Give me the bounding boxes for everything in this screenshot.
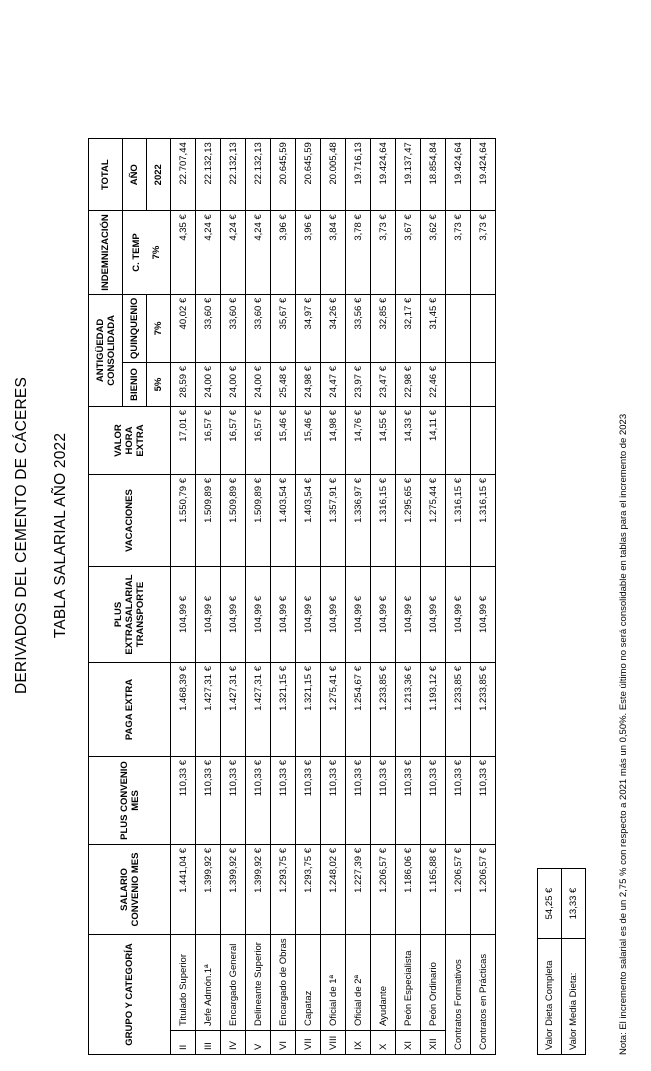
cell-c-temp: 3,96 € [296, 211, 321, 295]
table-row [321, 139, 346, 1055]
cell-bienio: 24,00 € [196, 363, 221, 407]
cell-plus-convenio: 110,33 € [196, 757, 221, 845]
cell-total: 22.132,13 [221, 139, 246, 211]
cell-grupo: VI [271, 1031, 296, 1055]
salary-table [88, 138, 496, 1055]
table-row [246, 139, 271, 1055]
cell-vacaciones: 1.275,44 € [421, 475, 446, 567]
cell-vacaciones: 1.295,65 € [396, 475, 421, 567]
table-row [446, 139, 471, 1055]
table-row [171, 139, 196, 1055]
cell-salario: 1.206,57 € [371, 845, 396, 935]
header-salario: SALARIO CONVENIO MES [89, 845, 171, 935]
cell-categoria: Ayudante [371, 935, 396, 1031]
cell-hora-extra: 14,98 € [321, 407, 346, 475]
cell-categoria: Contratos Formativos [446, 935, 471, 1055]
cell-plus-convenio: 110,33 € [296, 757, 321, 845]
cell-quinquenio: 33,60 € [221, 294, 246, 362]
cell-grupo: XI [396, 1031, 421, 1055]
table-row [221, 139, 246, 1055]
cell-hora-extra: 16,57 € [196, 407, 221, 475]
cell-salario: 1.441,04 € [171, 845, 196, 935]
header-quinquenio: QUINQUENIO [123, 294, 147, 362]
cell-c-temp: 4,35 € [171, 211, 196, 295]
cell-categoria: Capataz [296, 935, 321, 1031]
cell-plus-convenio: 110,33 € [446, 757, 471, 845]
cell-grupo: XII [421, 1031, 446, 1055]
header-vacaciones: VACACIONES [89, 475, 171, 567]
cell-plus-extra: 104,99 € [371, 567, 396, 663]
cell-plus-convenio: 110,33 € [471, 757, 496, 845]
cell-plus-extra: 104,99 € [321, 567, 346, 663]
cell-plus-convenio: 110,33 € [171, 757, 196, 845]
cell-salario: 1.293,75 € [271, 845, 296, 935]
header-year: 2022 [147, 139, 171, 211]
dieta-row [562, 869, 586, 1055]
header-row-1 [89, 139, 123, 1055]
header-valor-hora: VALOR HORA EXTRA [89, 407, 171, 475]
cell-plus-extra: 104,99 € [221, 567, 246, 663]
cell-categoria: Peón Ordinario [421, 935, 446, 1031]
table-row [296, 139, 321, 1055]
cell-quinquenio: 40,02 € [171, 294, 196, 362]
cell-hora-extra: 14,55 € [371, 407, 396, 475]
cell-quinquenio: 34,97 € [296, 294, 321, 362]
cell-quinquenio: 33,60 € [246, 294, 271, 362]
header-c-temp-label: C. TEMP [131, 233, 142, 272]
cell-quinquenio: 31,45 € [421, 294, 446, 362]
cell-plus-convenio: 110,33 € [346, 757, 371, 845]
cell-vacaciones: 1.336,97 € [346, 475, 371, 567]
cell-bienio [471, 363, 496, 407]
cell-plus-extra: 104,99 € [196, 567, 221, 663]
cell-hora-extra: 16,57 € [221, 407, 246, 475]
dieta-table [537, 868, 586, 1055]
cell-quinquenio: 32,85 € [371, 294, 396, 362]
header-c-temp-pct: 7% [151, 245, 162, 260]
table-row [471, 139, 496, 1055]
dieta-label: Valor Dieta Completa [538, 939, 562, 1055]
cell-vacaciones: 1.316,15 € [371, 475, 396, 567]
cell-grupo: IX [346, 1031, 371, 1055]
dieta-label: Valor Media Dieta: [562, 939, 586, 1055]
cell-grupo: IV [221, 1031, 246, 1055]
cell-plus-convenio: 110,33 € [271, 757, 296, 845]
header-antiguedad: ANTIGÜEDAD CONSOLIDADA [89, 294, 123, 406]
header-indemnizacion: INDEMNIZACIÓN [89, 211, 123, 295]
dieta-value: 13,33 € [562, 869, 586, 939]
cell-vacaciones: 1.316,15 € [446, 475, 471, 567]
cell-vacaciones: 1.357,91 € [321, 475, 346, 567]
cell-total: 19.424,64 [446, 139, 471, 211]
cell-hora-extra: 14,11 € [421, 407, 446, 475]
cell-plus-convenio: 110,33 € [371, 757, 396, 845]
cell-c-temp: 3,96 € [271, 211, 296, 295]
cell-categoria: Peón Especialista [396, 935, 421, 1031]
cell-vacaciones: 1.509,89 € [246, 475, 271, 567]
header-total: TOTAL [89, 139, 123, 211]
cell-hora-extra: 15,46 € [271, 407, 296, 475]
header-anio: AÑO [123, 139, 147, 211]
cell-grupo: VII [296, 1031, 321, 1055]
cell-plus-extra: 104,99 € [271, 567, 296, 663]
cell-quinquenio: 33,56 € [346, 294, 371, 362]
cell-hora-extra: 16,57 € [246, 407, 271, 475]
cell-salario: 1.248,02 € [321, 845, 346, 935]
cell-plus-extra: 104,99 € [396, 567, 421, 663]
cell-paga-extra: 1.213,36 € [396, 663, 421, 757]
cell-bienio: 22,98 € [396, 363, 421, 407]
cell-plus-extra: 104,99 € [471, 567, 496, 663]
cell-vacaciones: 1.403,54 € [296, 475, 321, 567]
cell-paga-extra: 1.233,85 € [446, 663, 471, 757]
cell-vacaciones: 1.316,15 € [471, 475, 496, 567]
cell-grupo: V [246, 1031, 271, 1055]
cell-categoria: Titulado Superior [171, 935, 196, 1031]
cell-paga-extra: 1.193,12 € [421, 663, 446, 757]
cell-bienio: 23,47 € [371, 363, 396, 407]
cell-paga-extra: 1.233,85 € [471, 663, 496, 757]
cell-salario: 1.227,39 € [346, 845, 371, 935]
cell-quinquenio: 33,60 € [196, 294, 221, 362]
cell-plus-extra: 104,99 € [346, 567, 371, 663]
cell-categoria: Delineante Superior [246, 935, 271, 1031]
cell-salario: 1.399,92 € [221, 845, 246, 935]
header-quinquenio-pct: 7% [147, 294, 171, 362]
cell-paga-extra: 1.321,15 € [271, 663, 296, 757]
cell-quinquenio [446, 294, 471, 362]
cell-hora-extra: 15,46 € [296, 407, 321, 475]
header-plus-extra: PLUS EXTRASALARIAL TRANSPORTE [89, 567, 171, 663]
cell-c-temp: 3,62 € [421, 211, 446, 295]
cell-hora-extra [471, 407, 496, 475]
cell-bienio: 24,00 € [246, 363, 271, 407]
cell-paga-extra: 1.468,39 € [171, 663, 196, 757]
table-row [346, 139, 371, 1055]
cell-paga-extra: 1.427,31 € [246, 663, 271, 757]
cell-categoria: Jefe Admón.1ª [196, 935, 221, 1031]
cell-salario: 1.206,57 € [446, 845, 471, 935]
cell-vacaciones: 1.509,89 € [221, 475, 246, 567]
cell-quinquenio: 32,17 € [396, 294, 421, 362]
cell-paga-extra: 1.233,85 € [371, 663, 396, 757]
cell-quinquenio: 35,67 € [271, 294, 296, 362]
table-row [421, 139, 446, 1055]
cell-c-temp: 3,73 € [371, 211, 396, 295]
cell-quinquenio [471, 294, 496, 362]
cell-categoria: Oficial de 1ª [321, 935, 346, 1031]
table-row [196, 139, 221, 1055]
cell-grupo: VIII [321, 1031, 346, 1055]
table-row [396, 139, 421, 1055]
cell-c-temp: 3,67 € [396, 211, 421, 295]
cell-c-temp: 4,24 € [246, 211, 271, 295]
cell-categoria: Encargado General [221, 935, 246, 1031]
header-c-temp [123, 211, 171, 295]
cell-total: 22.132,13 [246, 139, 271, 211]
cell-plus-convenio: 110,33 € [221, 757, 246, 845]
cell-paga-extra: 1.275,41 € [321, 663, 346, 757]
cell-bienio: 28,59 € [171, 363, 196, 407]
cell-grupo: III [196, 1031, 221, 1055]
cell-c-temp: 3,78 € [346, 211, 371, 295]
cell-paga-extra: 1.254,67 € [346, 663, 371, 757]
cell-c-temp: 3,73 € [471, 211, 496, 295]
cell-plus-extra: 104,99 € [446, 567, 471, 663]
cell-total: 19.424,64 [371, 139, 396, 211]
document-title: DERIVADOS DEL CEMENTO DE CÁCERES [13, 376, 30, 695]
cell-c-temp: 4,24 € [221, 211, 246, 295]
header-bienio-pct: 5% [147, 363, 171, 407]
table-row [271, 139, 296, 1055]
cell-bienio: 24,98 € [296, 363, 321, 407]
dieta-row [538, 869, 562, 1055]
table-row [371, 139, 396, 1055]
cell-plus-convenio: 110,33 € [246, 757, 271, 845]
cell-total: 22.707,44 [171, 139, 196, 211]
cell-paga-extra: 1.427,31 € [221, 663, 246, 757]
cell-total: 22.132,13 [196, 139, 221, 211]
cell-salario: 1.206,57 € [471, 845, 496, 935]
cell-vacaciones: 1.509,89 € [196, 475, 221, 567]
header-grupo: GRUPO Y CATEGORÍA [89, 935, 171, 1055]
cell-plus-convenio: 110,33 € [396, 757, 421, 845]
cell-bienio: 22,46 € [421, 363, 446, 407]
footnote: Nota: El incremento salarial es de un 2,75 % con respecto a 2021 más un 0,50%. Este último no será consolidable en tablas para el incremento de 2023 [618, 413, 629, 1055]
cell-total: 20.005,48 [321, 139, 346, 211]
cell-total: 20.645,59 [296, 139, 321, 211]
cell-plus-extra: 104,99 € [171, 567, 196, 663]
cell-total: 19.424,64 [471, 139, 496, 211]
cell-plus-extra: 104,99 € [296, 567, 321, 663]
cell-salario: 1.165,88 € [421, 845, 446, 935]
cell-quinquenio: 34,26 € [321, 294, 346, 362]
cell-c-temp: 3,73 € [446, 211, 471, 295]
cell-total: 18.854,84 [421, 139, 446, 211]
document-subtitle: TABLA SALARIAL AÑO 2022 [52, 432, 69, 639]
cell-salario: 1.293,75 € [296, 845, 321, 935]
cell-plus-extra: 104,99 € [246, 567, 271, 663]
cell-total: 19.716,13 [346, 139, 371, 211]
cell-categoria: Contratos en Prácticas [471, 935, 496, 1055]
cell-plus-extra: 104,99 € [421, 567, 446, 663]
cell-hora-extra: 17,01 € [171, 407, 196, 475]
cell-salario: 1.399,92 € [196, 845, 221, 935]
cell-bienio: 24,47 € [321, 363, 346, 407]
cell-bienio [446, 363, 471, 407]
cell-paga-extra: 1.427,31 € [196, 663, 221, 757]
cell-c-temp: 3,84 € [321, 211, 346, 295]
cell-total: 20.645,59 [271, 139, 296, 211]
cell-hora-extra: 14,33 € [396, 407, 421, 475]
cell-categoria: Encargado de Obras [271, 935, 296, 1031]
cell-salario: 1.186,06 € [396, 845, 421, 935]
dieta-value: 54,25 € [538, 869, 562, 939]
cell-plus-convenio: 110,33 € [421, 757, 446, 845]
cell-categoria: Oficial de 2ª [346, 935, 371, 1031]
cell-vacaciones: 1.550,79 € [171, 475, 196, 567]
cell-plus-convenio: 110,33 € [321, 757, 346, 845]
cell-hora-extra: 14,76 € [346, 407, 371, 475]
cell-total: 19.137,47 [396, 139, 421, 211]
cell-vacaciones: 1.403,54 € [271, 475, 296, 567]
header-paga-extra: PAGA EXTRA [89, 663, 171, 757]
cell-salario: 1.399,92 € [246, 845, 271, 935]
cell-grupo: X [371, 1031, 396, 1055]
header-plus-convenio: PLUS CONVENIO MES [89, 757, 171, 845]
header-bienio: BIENIO [123, 363, 147, 407]
cell-bienio: 25,48 € [271, 363, 296, 407]
cell-c-temp: 4,24 € [196, 211, 221, 295]
cell-hora-extra [446, 407, 471, 475]
cell-paga-extra: 1.321,15 € [296, 663, 321, 757]
cell-bienio: 23,97 € [346, 363, 371, 407]
cell-grupo: II [171, 1031, 196, 1055]
cell-bienio: 24,00 € [221, 363, 246, 407]
